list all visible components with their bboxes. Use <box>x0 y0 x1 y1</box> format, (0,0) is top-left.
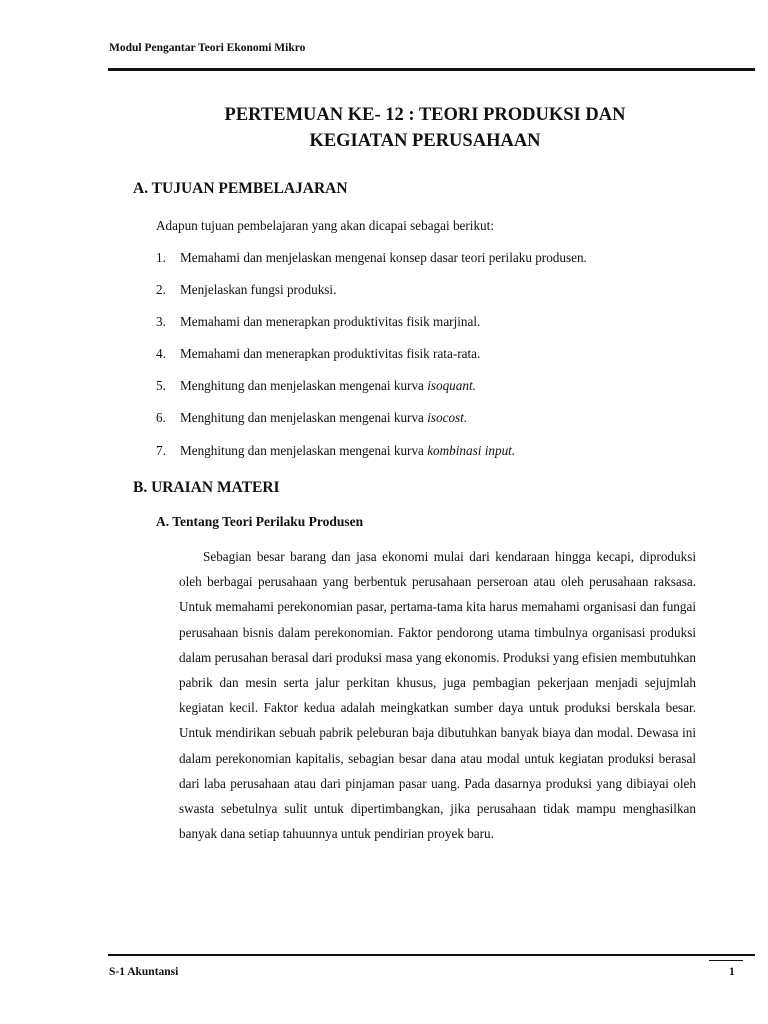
objective-item-4 <box>156 346 480 362</box>
objectives-intro: Adapun tujuan pembelajaran yang akan dicapai sebagai berikut: <box>156 218 494 233</box>
objective-italic-term: isocost. <box>427 410 468 425</box>
document-title-line-1: PERTEMUAN KE- 12 : TEORI PRODUKSI DAN <box>224 105 626 125</box>
objective-number: 1. <box>156 250 166 265</box>
objective-text: Memahami dan menerapkan produktivitas fisik rata-rata. <box>180 346 481 361</box>
objective-number: 3. <box>156 314 166 329</box>
objective-item-5 <box>156 378 476 394</box>
footer-divider <box>108 954 755 956</box>
objective-item-7 <box>156 443 515 459</box>
objective-item-1 <box>156 250 587 266</box>
footer-program-label: S-1 Akuntansi <box>109 966 179 978</box>
objective-item-6 <box>156 410 467 426</box>
objective-number: 2. <box>156 282 166 297</box>
objective-text: Memahami dan menjelaskan mengenai konsep dasar teori perilaku produsen. <box>180 250 587 265</box>
objective-text: Menjelaskan fungsi produksi. <box>180 282 337 297</box>
objective-number: 6. <box>156 410 166 425</box>
document-title-line-2: KEGIATAN PERUSAHAAN <box>309 131 541 151</box>
objective-italic-term: isoquant. <box>427 378 476 393</box>
section-b-heading: B. URAIAN MATERI <box>133 479 280 496</box>
body-paragraph: Sebagian besar barang dan jasa ekonomi mulai dari kendaraan hingga kecapi, diproduksi oleh berbagai perusahaan yang berbentuk perusahaan perseroan atau oleh perusahaan raksasa. Untuk memahami perekonomian pasar, pertama-tama kita harus memahami organisasi dan fungai perusahaan bisnis dalam perekonomian. Faktor pendorong utama timbulnya organisasi produksi dalam perusahan berasal dari produksi masa yang ekonomis. Produksi yang efisien membutuhkan pabrik dan mesin serta jalur perkitan khusus, juga pembagian pekerjaan menjadi sejujmlah kegiatan kecil. Faktor kedua adalah meingkatkan sumber daya untuk produksi berskala besar. Untuk mendirikan sebuah pabrik peleburan baja dibutuhkan banyak biaya dan modal. Dewasa ini dalam perekonomian kapitalis, sebagian besar dana atau modal untuk kegiatan produksi berasal dari laba perusahaan atau dari pinjaman pasar uang. Pada dasarnya produksi yang dibiayai oleh swasta sebetulnya sulit untuk dipertimbangkan, jika perusahaan tidak mampu menghasilkan banyak dana setiap tahuunnya untuk pendirian proyek baru. <box>179 549 696 842</box>
objective-item-2 <box>156 282 336 298</box>
page-number: 1 <box>729 966 735 978</box>
objective-text: Menghitung dan menjelaskan mengenai kurva <box>180 410 428 425</box>
objective-text: Menghitung dan menjelaskan mengenai kurva <box>180 443 428 458</box>
running-header-title: Modul Pengantar Teori Ekonomi Mikro <box>109 42 306 54</box>
objective-number: 4. <box>156 346 166 361</box>
objective-number: 7. <box>156 443 166 458</box>
objective-item-3 <box>156 314 480 330</box>
document-title <box>150 102 700 154</box>
objective-text: Menghitung dan menjelaskan mengenai kurva <box>180 378 428 393</box>
footer-page-rule <box>709 960 743 961</box>
objective-number: 5. <box>156 378 166 393</box>
section-a-heading: A. TUJUAN PEMBELAJARAN <box>133 180 348 197</box>
subsection-heading: A. Tentang Teori Perilaku Produsen <box>156 514 364 529</box>
objective-text: Memahami dan menerapkan produktivitas fisik marjinal. <box>180 314 481 329</box>
objective-italic-term: kombinasi input. <box>427 443 516 458</box>
header-divider <box>108 68 755 71</box>
